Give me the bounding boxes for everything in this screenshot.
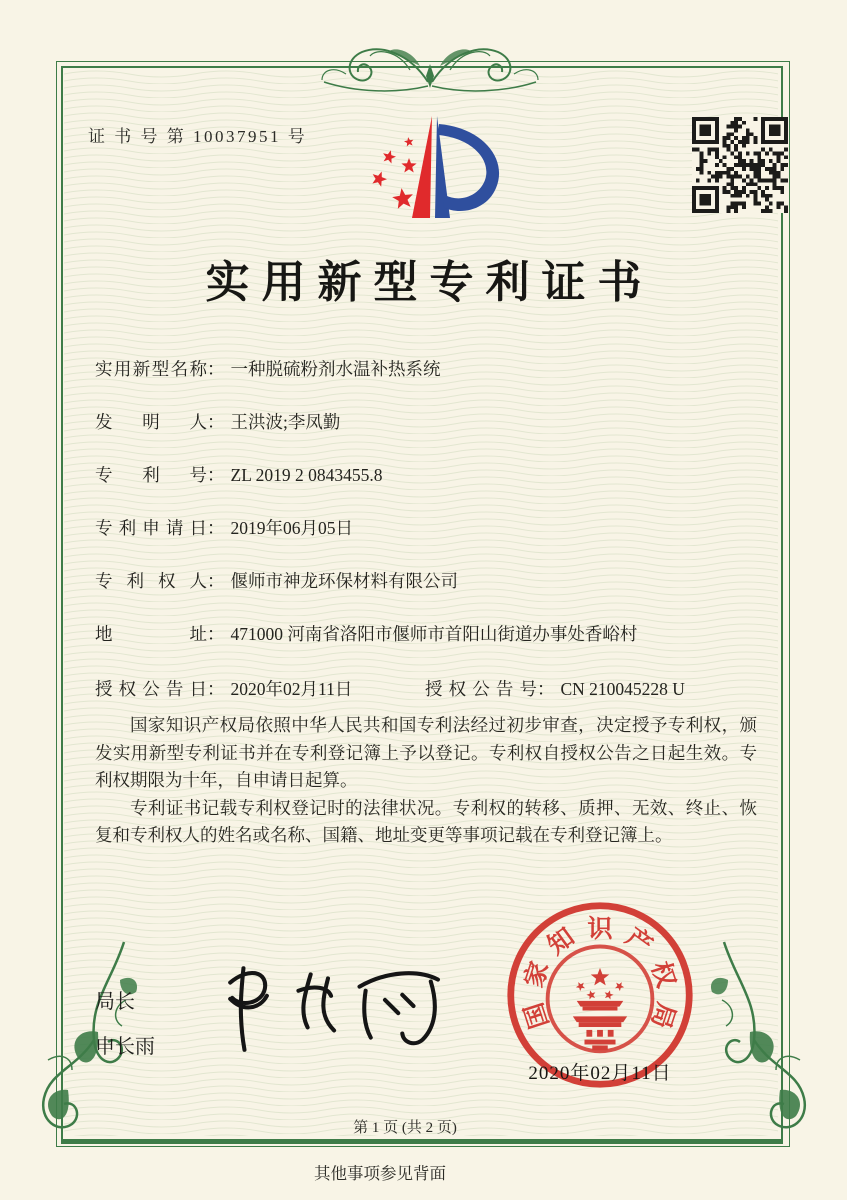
field-label: 地址 <box>95 624 207 644</box>
grant-number-pair <box>425 676 685 701</box>
label-colon: ： <box>537 679 555 699</box>
label-colon: ： <box>207 412 225 432</box>
national-emblem <box>548 947 653 1052</box>
field-row-address <box>95 621 760 646</box>
field-label: 实用新型名称 <box>95 359 207 379</box>
page-number: 第 1 页 (共 2 页) <box>353 1120 457 1136</box>
field-row-grant <box>95 676 760 701</box>
field-value: 2020年02月11日 <box>230 679 353 699</box>
svg-text:权: 权 <box>645 958 680 991</box>
field-value: ZL 2019 2 0843455.8 <box>230 465 383 485</box>
svg-text:家: 家 <box>520 958 555 991</box>
cnipa-logo-icon <box>346 104 518 236</box>
legal-text <box>95 712 757 850</box>
field-value: 偃师市神龙环保材料有限公司 <box>230 571 458 591</box>
signatory-block <box>95 985 155 1059</box>
field-value: 471000 河南省洛阳市偃师市首阳山街道办事处香峪村 <box>230 624 638 644</box>
svg-text:知: 知 <box>543 923 580 961</box>
officer-title: 局长 <box>95 991 135 1013</box>
field-value: CN 210045228 U <box>560 679 685 699</box>
legal-paragraph-1: 国家知识产权局依照中华人民共和国专利法经过初步审查，决定授予专利权，颁发实用新型专利证书并在专利登记簿上予以登记。专利权自授权公告之日起生效。专利权期限为十年，自申请日起算。 <box>95 715 757 790</box>
field-row-inventor <box>95 409 760 434</box>
field-row-patentee <box>95 568 760 593</box>
field-label: 专利申请日 <box>95 518 207 538</box>
svg-text:产: 产 <box>620 923 657 961</box>
field-label: 授权公告日 <box>95 679 207 699</box>
seal-date: 2020年02月11日 <box>528 1063 672 1084</box>
label-colon: ： <box>207 624 225 644</box>
field-label: 专利号 <box>95 465 207 485</box>
label-colon: ： <box>207 465 225 485</box>
top-flourish-ornament <box>300 36 560 100</box>
field-row-filing-date <box>95 515 760 540</box>
svg-text:识: 识 <box>587 915 613 943</box>
field-value: 王洪波;李凤勤 <box>230 412 341 432</box>
qr-code <box>692 117 788 213</box>
label-colon: ： <box>207 518 225 538</box>
field-label: 授权公告号 <box>425 679 537 699</box>
label-colon: ： <box>207 359 225 379</box>
field-row-patent-no <box>95 462 760 487</box>
svg-text:国: 国 <box>520 999 555 1032</box>
back-side-note: 其他事项参见背面 <box>314 1164 446 1183</box>
label-colon: ： <box>207 571 225 591</box>
legal-paragraph-2: 专利证书记载专利权登记时的法律状况。专利权的转移、质押、无效、终止、恢复和专利权人的姓名或名称、国籍、地址变更等事项记载在专利登记簿上。 <box>95 797 757 845</box>
field-label: 专利权人 <box>95 571 207 591</box>
field-label: 发明人 <box>95 412 207 432</box>
field-value: 2019年06月05日 <box>230 518 353 538</box>
field-value: 一种脱硫粉剂水温补热系统 <box>230 359 441 379</box>
field-row-name <box>95 356 760 381</box>
signature-handwritten-icon <box>210 950 450 1062</box>
certificate-title: 实用新型专利证书 <box>205 258 654 307</box>
certificate-number: 证 书 号 第 10037951 号 <box>88 127 308 146</box>
svg-text:局: 局 <box>645 999 680 1032</box>
label-colon: ： <box>207 679 225 699</box>
officer-name: 申长雨 <box>95 1036 155 1058</box>
